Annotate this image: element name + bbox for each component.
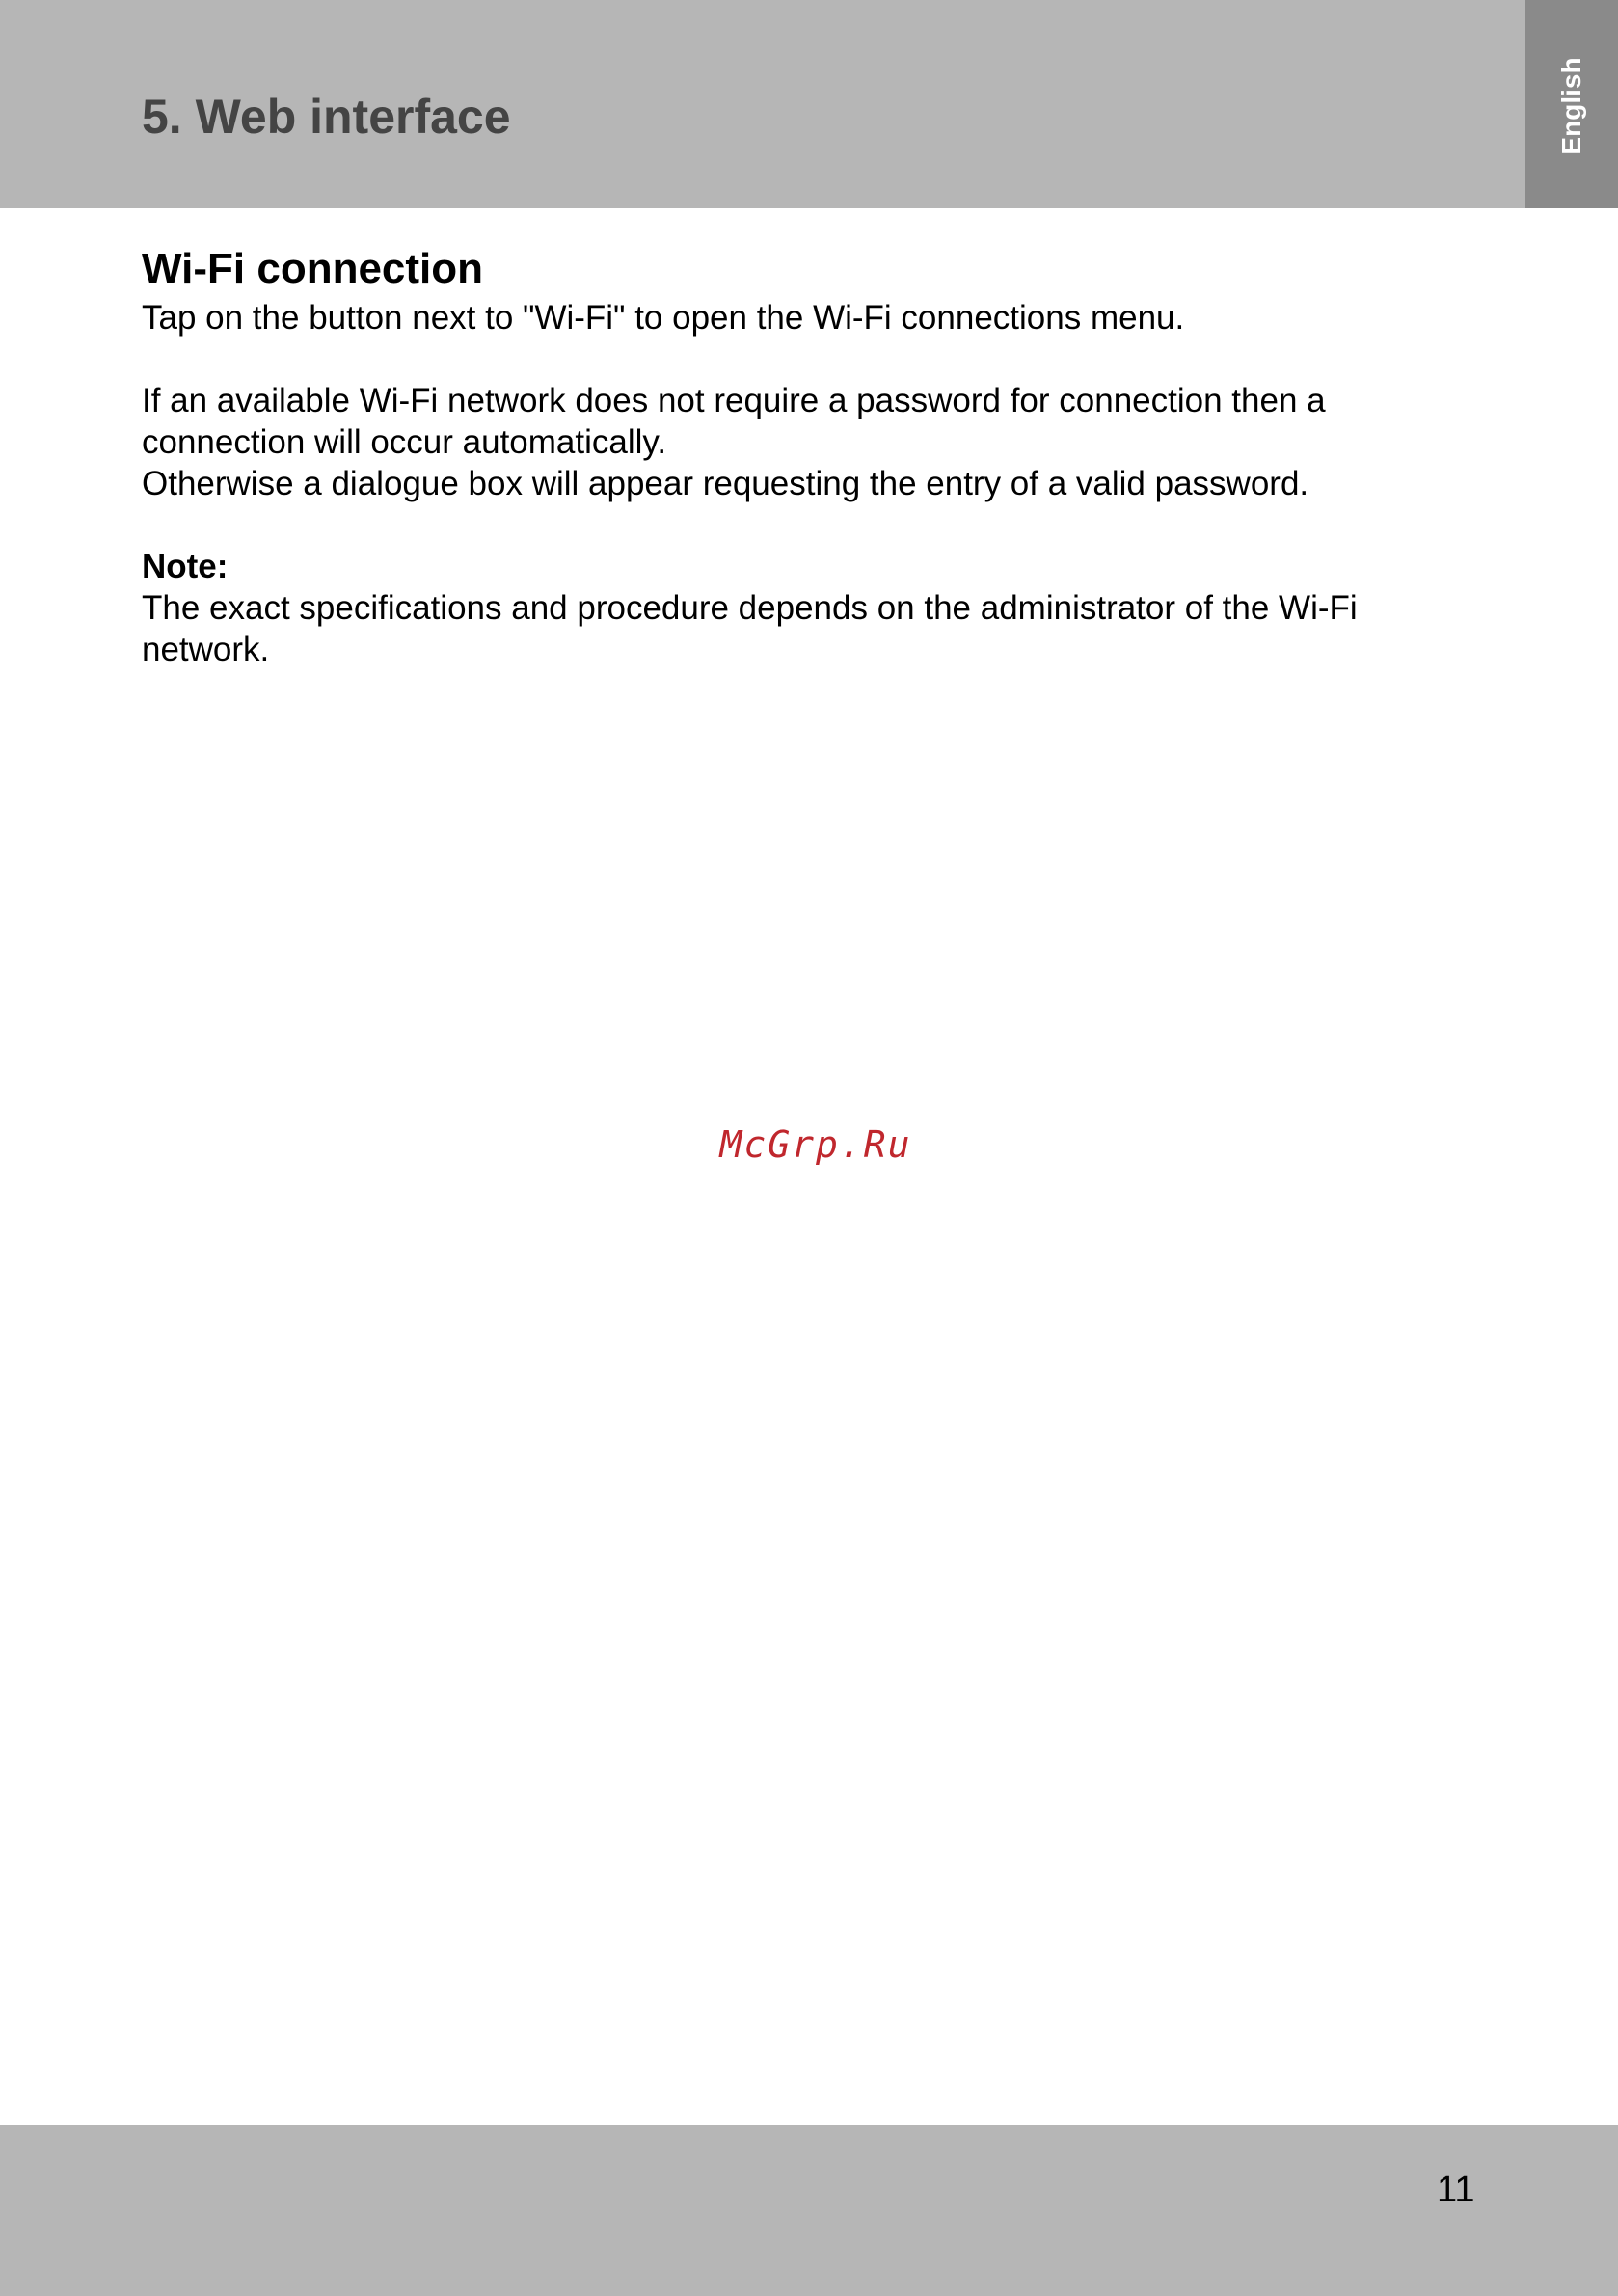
watermark: McGrp.Ru [719,1123,912,1166]
header-band [0,0,1618,208]
paragraph-open-menu: Tap on the button next to "Wi-Fi" to open the Wi-Fi connections menu. [142,299,1185,337]
note-text-line-1: The exact specifications and procedure depends on the administrator of the Wi-Fi [142,589,1358,627]
language-tab [1525,0,1618,208]
paragraph-auto-connect-line-2: connection will occur automatically. [142,423,667,461]
footer-band [0,2125,1618,2296]
main-content [142,241,1443,670]
spacer [142,338,1443,380]
page-number: 11 [1437,2170,1475,2210]
section-heading: Wi-Fi connection [142,245,484,292]
note-text-line-2: network. [142,631,270,668]
spacer [142,504,1443,546]
language-label: English [1556,57,1586,155]
chapter-title: 5. Web interface [142,90,511,144]
paragraph-password-dialog: Otherwise a dialogue box will appear requesting the entry of a valid password. [142,465,1309,502]
note-label: Note: [142,548,229,585]
paragraph-auto-connect-line-1: If an available Wi-Fi network does not require a password for connection then a [142,382,1326,419]
